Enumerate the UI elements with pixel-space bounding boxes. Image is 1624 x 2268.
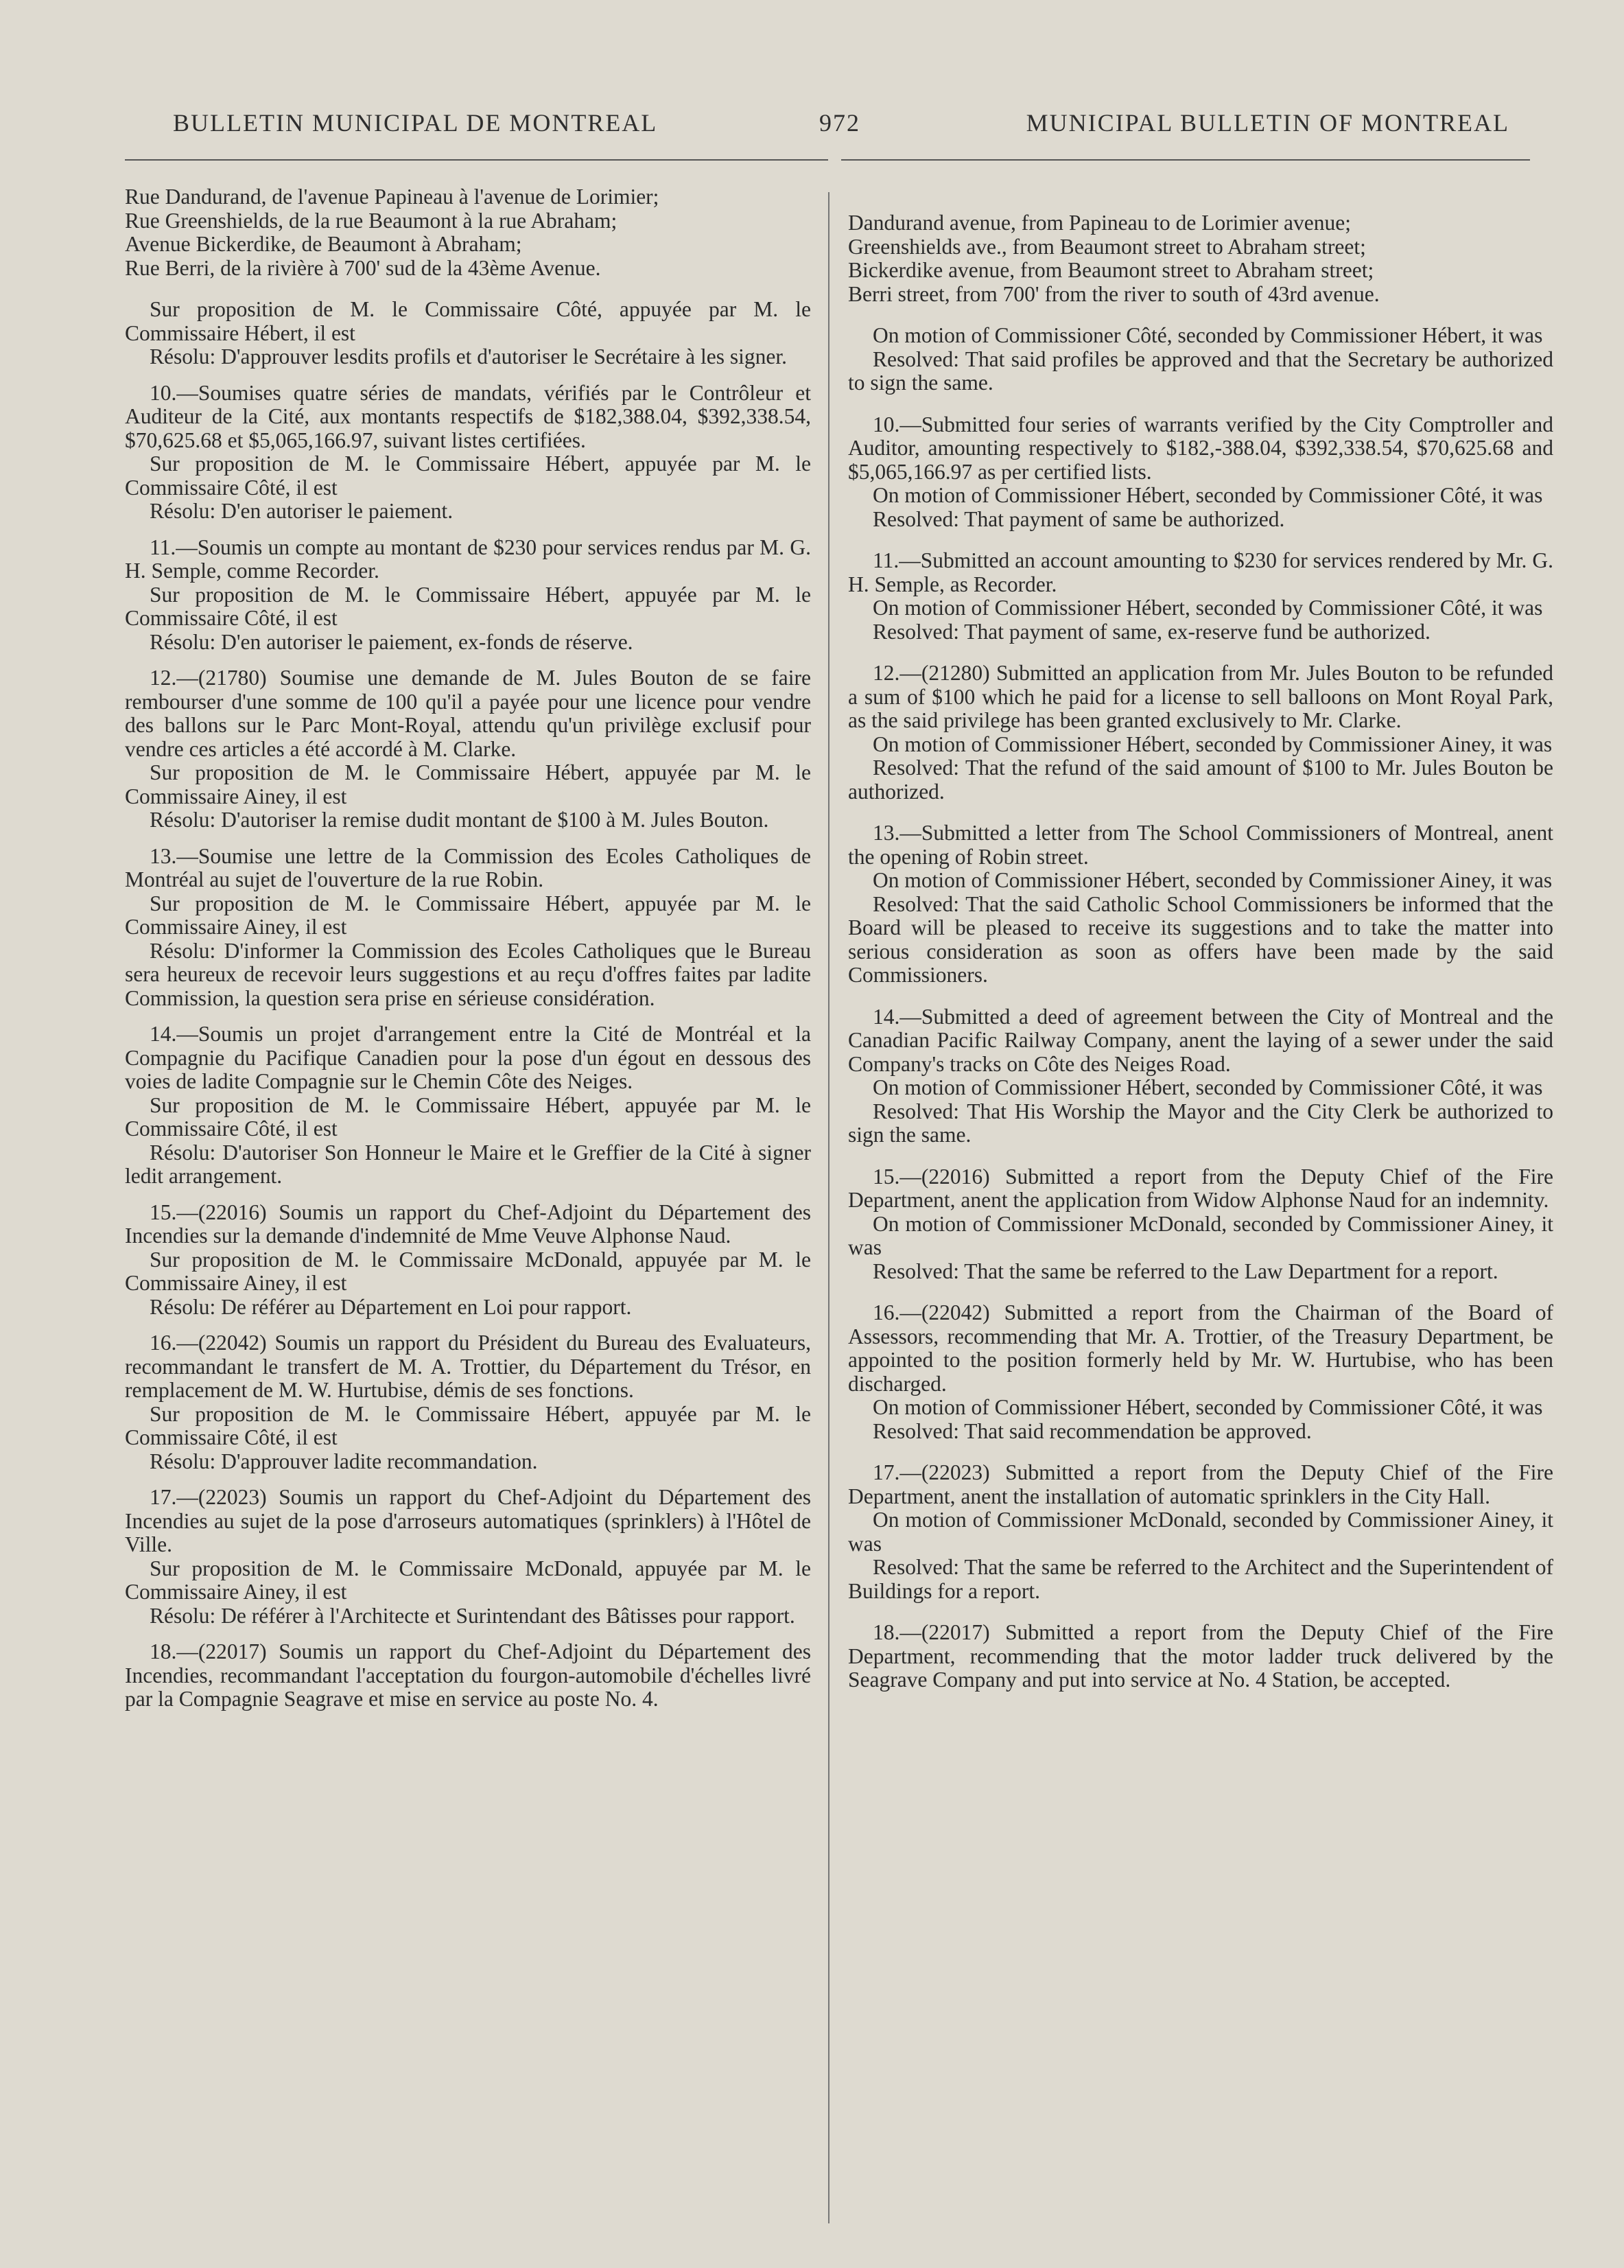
resolution-paragraph: Resolved: That the refund of the said amount of $100 to Mr. Jules Bouton be authorized. — [848, 756, 1553, 804]
item-paragraph: 16.—(22042) Submitted a report from the Chairman of the Board of Assessors, recommending that Mr. A. Trottier, of the Treasury Department, be appointed to the position formerly held by Mr. W. Hurtubise, who has been discharged. — [848, 1300, 1553, 1396]
street-item: Avenue Bickerdike, de Beaumont à Abraham; — [125, 232, 522, 256]
motion-paragraph: Sur proposition de M. le Commissaire McDonald, appuyée par M. le Commissaire Ainey, il est — [125, 1247, 811, 1295]
motion-paragraph: On motion of Commissioner Hébert, seconded by Commissioner Côté, it was — [873, 1395, 1543, 1419]
header-rule-right — [841, 159, 1530, 161]
street-item: Rue Greenshields, de la rue Beaumont à la rue Abraham; — [125, 208, 617, 233]
item-paragraph: 12.—(21780) Soumise une demande de M. Jules Bouton de se faire rembourser d'une somme de 100 qu'il a payée pour une licence pour vendre des ballons sur le Parc Mont-Royal, attendu qu'un privilège exclusif pour vendre ces articles a été accordé à M. Clarke. — [125, 666, 811, 761]
item-paragraph: 18.—(22017) Submitted a report from the Deputy Chief of the Fire Department, recommending that the motor ladder truck delivered by the Seagrave Company and put into service at No. 4 Station, be accepted. — [848, 1620, 1553, 1692]
motion-paragraph: On motion of Commissioner McDonald, seconded by Commissioner Ainey, it was — [848, 1211, 1553, 1259]
motion-paragraph: Sur proposition de M. le Commissaire Hébert, appuyée par M. le Commissaire Côté, il est — [125, 1092, 811, 1141]
item-paragraph: 14.—Soumis un projet d'arrangement entre la Cité de Montréal et la Compagnie du Pacifique Canadien pour la pose d'un égout en dessous des voies de ladite Compagnie sur le Chemin Côte des Neiges. — [125, 1022, 811, 1093]
motion-paragraph: Sur proposition de M. le Commissaire Hébert, appuyée par M. le Commissaire Ainey, il est — [125, 760, 811, 808]
motion-paragraph: Sur proposition de M. le Commissaire McDonald, appuyée par M. le Commissaire Ainey, il est — [125, 1556, 811, 1604]
street-item: Rue Berri, de la rivière à 700' sud de la 43ème Avenue. — [125, 255, 601, 280]
street-item: Greenshields ave., from Beaumont street to Abraham street; — [848, 234, 1366, 259]
resolution-paragraph: Resolved: That the same be referred to the Law Department for a report. — [873, 1259, 1498, 1283]
header-english-title: MUNICIPAL BULLETIN OF MONTREAL — [1026, 109, 1509, 137]
resolution-paragraph: Résolu: D'informer la Commission des Ecoles Catholiques que le Bureau sera heureux de recevoir leurs suggestions et au reçu d'offres faites par ladite Commission, la question sera prise en sérieuse considération. — [125, 938, 811, 1010]
item-paragraph: 15.—(22016) Submitted a report from the Deputy Chief of the Fire Department, anent the application from Widow Alphonse Naud for an indemnity. — [848, 1164, 1553, 1212]
item-paragraph: 13.—Soumise une lettre de la Commission des Ecoles Catholiques de Montréal au sujet de l'ouverture de la rue Robin. — [125, 843, 811, 891]
resolution-paragraph: Resolved: That the same be referred to the Architect and the Superintendent of Buildings for a report. — [848, 1555, 1553, 1603]
column-divider — [828, 192, 829, 2223]
motion-paragraph: On motion of Commissioner McDonald, seconded by Commissioner Ainey, it was — [848, 1508, 1553, 1556]
item-paragraph: 14.—Submitted a deed of agreement between the City of Montreal and the Canadian Pacific Railway Company, anent the laying of a sewer under the said Company's tracks on Côte des Neiges Road. — [848, 1004, 1553, 1076]
motion-paragraph: Sur proposition de M. le Commissaire Hébert, appuyée par M. le Commissaire Côté, il est — [125, 582, 811, 630]
street-item: Berri street, from 700' from the river to south of 43rd avenue. — [848, 281, 1380, 306]
motion-paragraph: On motion of Commissioner Hébert, seconded by Commissioner Ainey, it was — [873, 868, 1553, 892]
resolution-paragraph: Résolu: De référer au Département en Loi pour rapport. — [150, 1294, 632, 1319]
french-column — [125, 185, 811, 1711]
page-number: 972 — [819, 109, 860, 137]
street-item: Dandurand avenue, from Papineau to de Lorimier avenue; — [848, 211, 1351, 235]
item-paragraph: 18.—(22017) Soumis un rapport du Chef-Adjoint du Département des Incendies, recommandant l'acceptation du fourgon-automobile d'échelles livré par la Compagnie Seagrave et mise en service au poste No. 4. — [125, 1639, 811, 1711]
resolution-paragraph: Résolu: D'approuver ladite recommandation. — [150, 1449, 538, 1473]
motion-paragraph: On motion of Commissioner Hébert, seconded by Commissioner Ainey, it was — [873, 732, 1553, 756]
item-paragraph: 16.—(22042) Soumis un rapport du Président du Bureau des Evaluateurs, recommandant le transfert de M. A. Trottier, du Département du Trésor, en remplacement de M. W. Hurtubise, démis de ses fonctions. — [125, 1331, 811, 1402]
item-paragraph: 12.—(21280) Submitted an application from Mr. Jules Bouton to be refunded a sum of $100 which he paid for a license to sell balloons on Mont Royal Park, as the said privilege has been granted exclusively to Mr. Clarke. — [848, 661, 1553, 732]
header-rule-left — [125, 159, 828, 161]
resolution-paragraph: Résolu: D'en autoriser le paiement. — [150, 499, 454, 523]
motion-paragraph: Sur proposition de M. le Commissaire Hébert, appuyée par M. le Commissaire Côté, il est — [125, 452, 811, 500]
resolution-paragraph: Résolu: De référer à l'Architecte et Surintendant des Bâtisses pour rapport. — [150, 1603, 795, 1628]
item-paragraph: 10.—Soumises quatre séries de mandats, vérifiés par le Contrôleur et Auditeur de la Cité, aux montants respectifs de $182,388.04, $392,338.54, $70,625.68 et $5,065,166.97, suivant listes certifiées. — [125, 380, 811, 452]
item-paragraph: 17.—(22023) Soumis un rapport du Chef-Adjoint du Département des Incendies au sujet de la pose d'arroseurs automatiques (sprinklers) à l'Hôtel de Ville. — [125, 1485, 811, 1556]
motion-paragraph: On motion of Commissioner Côté, seconded by Commissioner Hébert, it was — [873, 323, 1543, 347]
street-item: Rue Dandurand, de l'avenue Papineau à l'avenue de Lorimier; — [125, 185, 659, 209]
header-french-title: BULLETIN MUNICIPAL DE MONTREAL — [173, 109, 658, 137]
item-paragraph: 11.—Submitted an account amounting to $230 for services rendered by Mr. G. H. Semple, as Recorder. — [848, 548, 1553, 596]
resolution-paragraph: Resolved: That His Worship the Mayor and the City Clerk be authorized to sign the same. — [848, 1099, 1553, 1147]
motion-paragraph: Sur proposition de M. le Commissaire Hébert, appuyée par M. le Commissaire Ainey, il est — [125, 891, 811, 939]
resolution-paragraph: Résolu: D'autoriser la remise dudit montant de $100 à M. Jules Bouton. — [150, 808, 769, 832]
resolution-paragraph: Résolu: D'autoriser Son Honneur le Maire et le Greffier de la Cité à signer ledit arrangement. — [125, 1140, 811, 1188]
english-column — [848, 211, 1553, 1692]
motion-paragraph: Sur proposition de M. le Commissaire Hébert, appuyée par M. le Commissaire Côté, il est — [125, 1401, 811, 1449]
item-paragraph: 10.—Submitted four series of warrants verified by the City Comptroller and Auditor, amounting respectively to $182,-388.04, $392,338.54, $70,625.68 and $5,065,166.97 as per certified lists. — [848, 412, 1553, 484]
resolution-paragraph: Resolved: That said recommendation be approved. — [873, 1418, 1312, 1443]
resolution-paragraph: Resolved: That said profiles be approved and that the Secretary be authorized to sign the same. — [848, 347, 1553, 395]
running-header — [123, 108, 1509, 143]
resolution-paragraph: Resolved: That payment of same, ex-reserve fund be authorized. — [873, 619, 1431, 644]
motion-paragraph: On motion of Commissioner Hébert, seconded by Commissioner Côté, it was — [873, 596, 1543, 620]
motion-paragraph: On motion of Commissioner Hébert, seconded by Commissioner Côté, it was — [873, 1075, 1543, 1099]
resolution-paragraph: Résolu: D'approuver lesdits profils et d'autoriser le Secrétaire à les signer. — [150, 344, 787, 369]
motion-paragraph: On motion of Commissioner Hébert, seconded by Commissioner Côté, it was — [873, 483, 1543, 507]
motion-paragraph: Sur proposition de M. le Commissaire Côté, appuyée par M. le Commissaire Hébert, il est — [125, 297, 811, 345]
street-item: Bickerdike avenue, from Beaumont street to Abraham street; — [848, 258, 1374, 282]
resolution-paragraph: Resolved: That the said Catholic School Commissioners be informed that the Board will be pleased to receive its suggestions and to take the matter into serious consideration as soon as offers have been made by the said Commissioners. — [848, 891, 1553, 987]
resolution-paragraph: Résolu: D'en autoriser le paiement, ex-fonds de réserve. — [150, 629, 633, 654]
item-paragraph: 11.—Soumis un compte au montant de $230 pour services rendus par M. G. H. Semple, comme Recorder. — [125, 535, 811, 583]
item-paragraph: 17.—(22023) Submitted a report from the Deputy Chief of the Fire Department, anent the installation of automatic sprinklers in the City Hall. — [848, 1460, 1553, 1508]
resolution-paragraph: Resolved: That payment of same be authorized. — [873, 506, 1285, 531]
item-paragraph: 15.—(22016) Soumis un rapport du Chef-Adjoint du Département des Incendies sur la demande d'indemnité de Mme Veuve Alphonse Naud. — [125, 1200, 811, 1248]
item-paragraph: 13.—Submitted a letter from The School Commissioners of Montreal, anent the opening of Robin street. — [848, 821, 1553, 869]
